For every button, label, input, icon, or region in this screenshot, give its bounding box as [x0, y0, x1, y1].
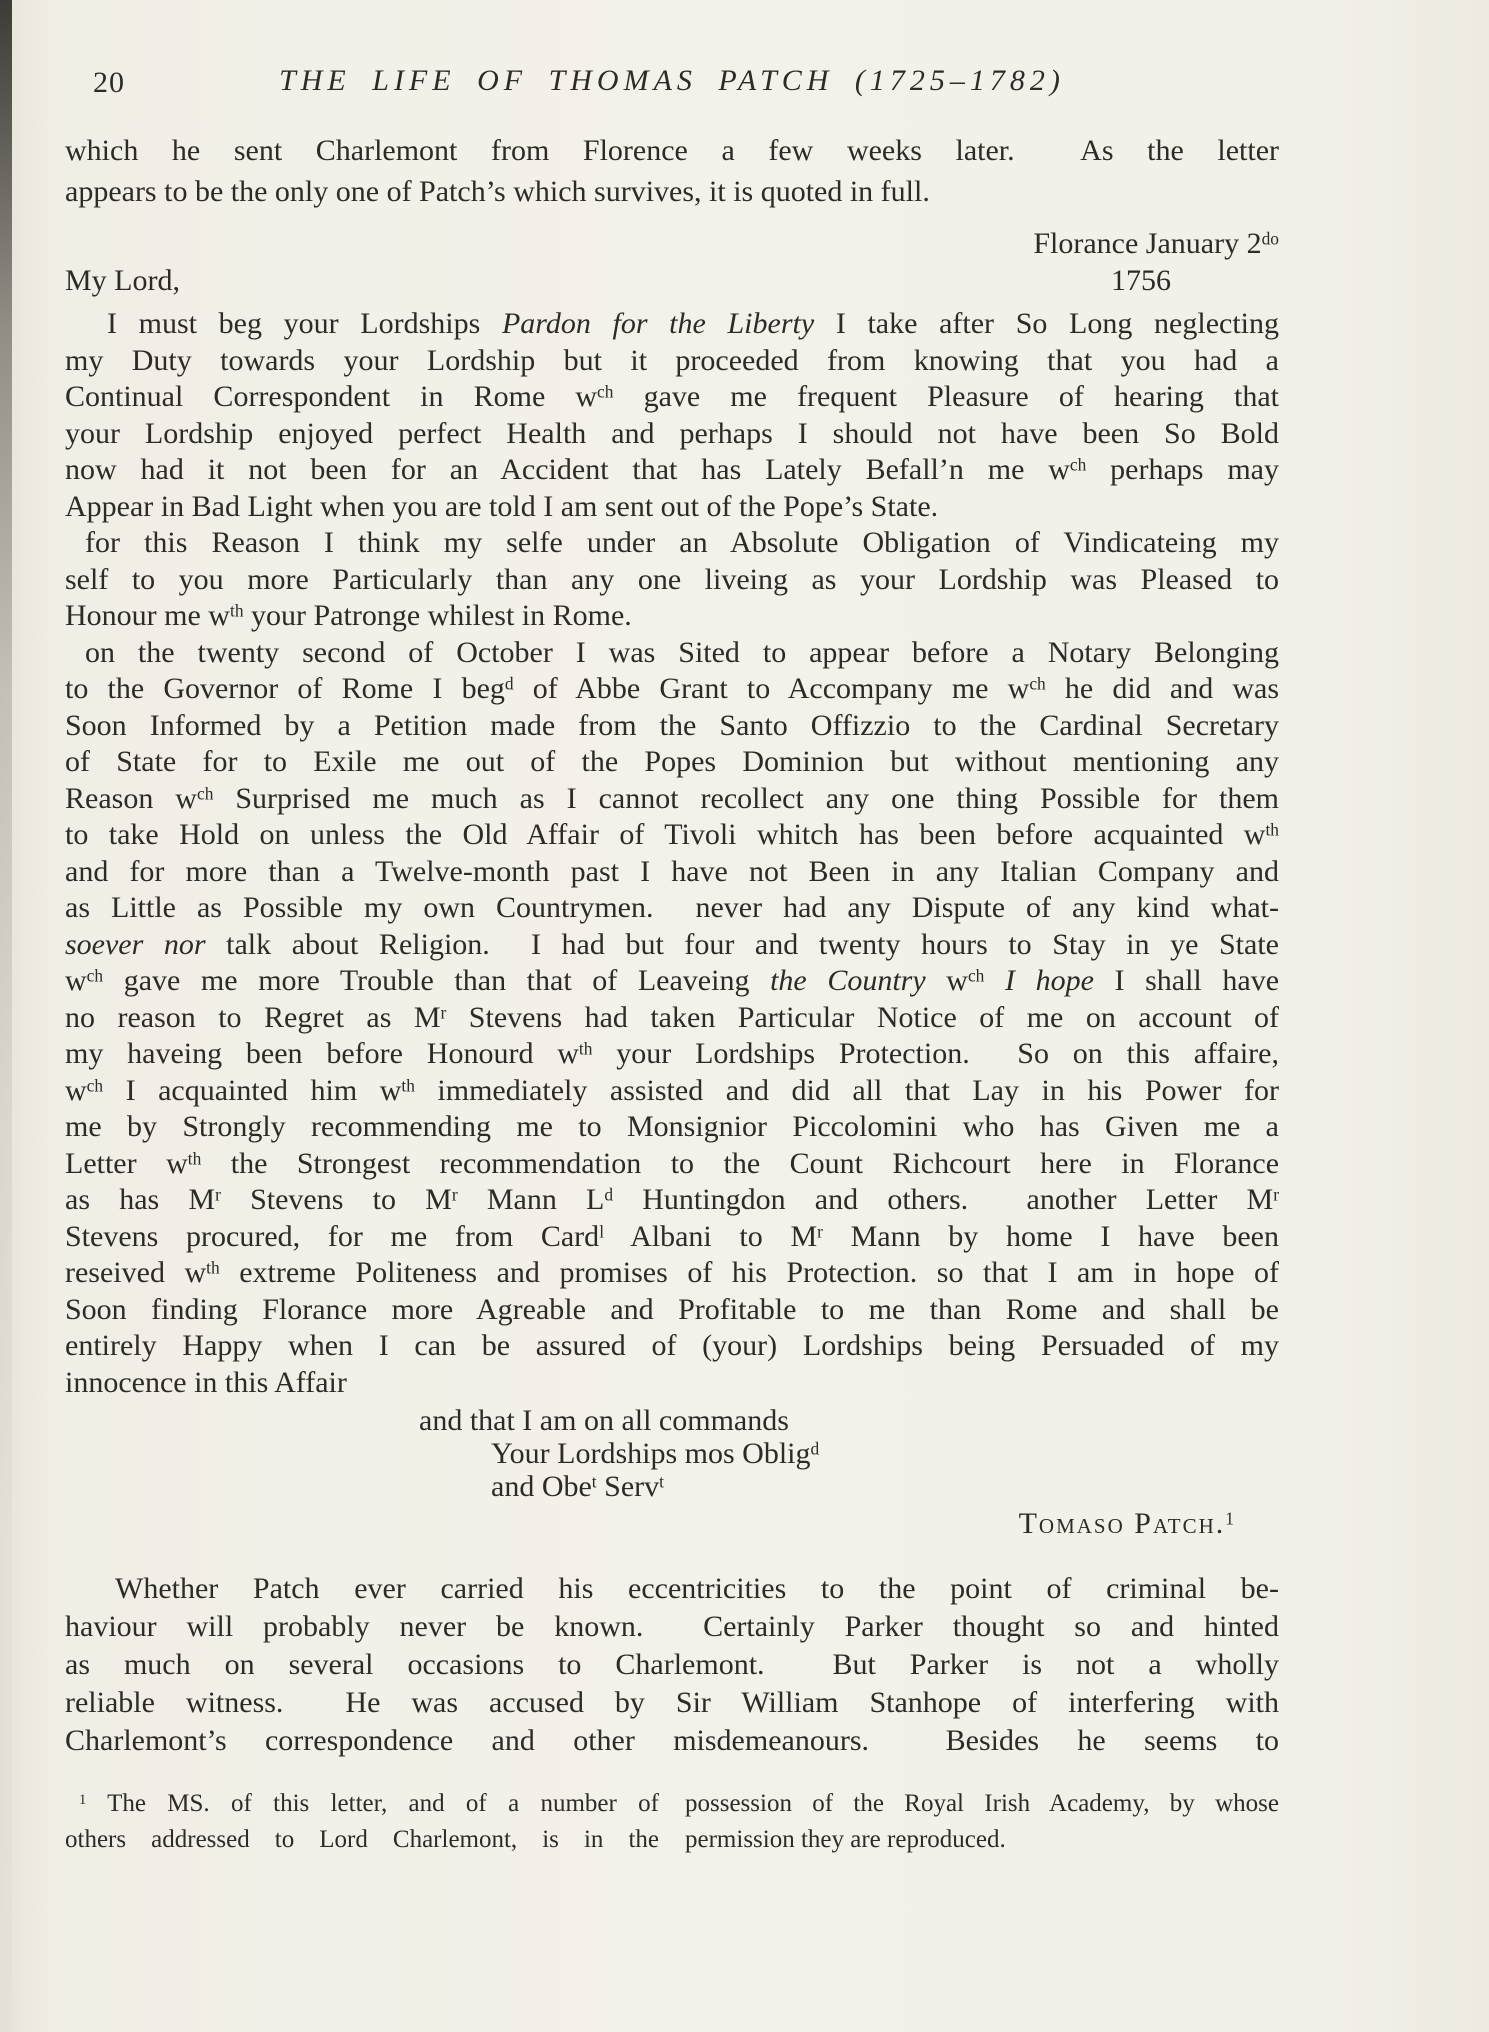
text-line: reliable witness. He was accused by Sir William Stanhope of interfering with	[65, 1686, 1279, 1719]
text-line: me by Strongly recommending me to Monsignior Piccolomini who has Given me a	[65, 1110, 1279, 1143]
text-line: Appear in Bad Light when you are told I am sent out of the Pope’s State.	[65, 489, 939, 523]
paragraph	[65, 130, 1279, 212]
paragraph	[65, 525, 1279, 635]
text-line: and for more than a Twelve-month past I have not Been in any Italian Company and	[65, 854, 1279, 888]
letter-salutation-row	[65, 262, 1279, 299]
text-line: Soon finding Florance more Agreable and Profitable to me than Rome and shall be	[65, 1292, 1279, 1326]
letter-salutation: My Lord,	[65, 264, 180, 297]
text-line: Soon Informed by a Petition made from the Santo Offizzio to the Cardinal Secretary	[65, 708, 1279, 742]
text-line: Stevens procured, for me from Card$^l$ Albani to $M^r$ Mann by home I have been	[65, 1219, 1279, 1253]
paragraph	[65, 1570, 1279, 1760]
text-line: innocence in this Affair	[65, 1365, 347, 1399]
text-line: to the Governor of Rome I beg$^d$ of Abbe Grant to Accompany me $w^{ch}$ he did and was	[65, 672, 1280, 705]
text-line: Your Lordships mos Oblig$^d$	[491, 1437, 820, 1470]
text-line: and Obe$^t$ Serv$^t$	[491, 1470, 664, 1503]
footnote	[65, 1786, 1279, 1858]
text-line: and that I am on all commands	[419, 1404, 789, 1437]
text-line: $w^{ch}$ gave me more Trouble than that of Leaveing the Country $w^{ch}$ I hope I shall have	[65, 964, 1280, 997]
text-line: $^1$ The MS. of this letter, and of a number of	[79, 1790, 659, 1817]
text-line: self to you more Particularly than any one liveing as your Lordship was Pleased to	[65, 562, 1279, 596]
footnote-right-column	[685, 1786, 1279, 1858]
scan-edge-artifact	[0, 0, 12, 2032]
text-line: soever nor talk about Religion. I had but four and twenty hours to Stay in ye State	[65, 927, 1279, 961]
text-line: appears to be the only one of Patch’s which survives, it is quoted in full.	[65, 175, 930, 208]
text-line: I must beg your Lordships Pardon for the Liberty I take after So Long neglecting	[107, 307, 1279, 340]
intro-paragraph	[65, 130, 1279, 212]
footnote-left-column	[65, 1786, 659, 1858]
letter-closing	[65, 1404, 1279, 1503]
text-line: permission they are reproduced.	[685, 1826, 1006, 1853]
text-line: others addressed to Lord Charlemont, is in the	[65, 1826, 659, 1853]
paragraph	[65, 1404, 1279, 1437]
text-line: as much on several occasions to Charlemont. But Parker is not a wholly	[65, 1648, 1279, 1681]
text-line: for this Reason I think my selfe under an Absolute Obligation of Vindicateing my	[85, 526, 1279, 559]
text-line: of State for to Exile me out of the Popes Dominion but without mentioning any	[65, 745, 1279, 778]
text-line: Letter $w^{th}$ the Strongest recommendation to the Count Richcourt here in Florance	[65, 1146, 1280, 1180]
letter-signature: Tomaso Patch.$^1$	[1018, 1507, 1236, 1540]
text-line: $w^{ch}$ I acquainted him $w^{th}$ immediately assisted and did all that Lay in his Power for	[65, 1073, 1279, 1107]
text-line: no reason to Regret as $M^r$ Stevens had taken Particular Notice of me on account of	[65, 1000, 1279, 1034]
after-letter-paragraph	[65, 1570, 1279, 1760]
text-column	[65, 0, 1279, 1858]
paragraph	[685, 1786, 1279, 1858]
text-line: Continual Correspondent in Rome $w^{ch}$ gave me frequent Pleasure of hearing that	[65, 380, 1279, 413]
letter-year: 1756	[1111, 264, 1171, 297]
text-line: your Lordship enjoyed perfect Health and perhaps I should not have been So Bold	[65, 416, 1279, 450]
text-line: Reason $w^{ch}$ Surprised me much as I cannot recollect any one thing Possible for them	[65, 781, 1279, 815]
text-line: which he sent Charlemont from Florence a few weeks later. As the letter	[65, 134, 1279, 167]
text-line: entirely Happy when I can be assured of (your) Lordships being Persuaded of my	[65, 1329, 1279, 1362]
running-title: THE LIFE OF THOMAS PATCH (1725–1782)	[279, 64, 1065, 97]
paragraph	[65, 635, 1279, 1402]
paragraph	[65, 306, 1279, 525]
text-line: now had it not been for an Accident that has Lately Befall’n me $w^{ch}$ perhaps may	[65, 453, 1279, 486]
paragraph	[65, 1470, 1279, 1503]
text-line: as Little as Possible my own Countrymen. never had any Dispute of any kind what-	[65, 891, 1279, 924]
text-line: haviour will probably never be known. Certainly Parker thought so and hinted	[65, 1610, 1279, 1643]
text-line: possession of the Royal Irish Academy, by whose	[685, 1790, 1279, 1817]
running-header	[65, 64, 1279, 106]
text-line: my haveing been before Honourd $w^{th}$ your Lordships Protection. So on this affaire,	[65, 1037, 1279, 1070]
letter-body	[65, 306, 1279, 1401]
text-line: Whether Patch ever carried his eccentricities to the point of criminal be-	[115, 1572, 1279, 1605]
letter-dateline: Florance January $2^{do}$	[1033, 227, 1279, 260]
text-line: reseived $w^{th}$ extreme Politeness and promises of his Protection. so that I am in hope of	[65, 1256, 1279, 1289]
text-line: Honour me $w^{th}$ your Patronge whilest in Rome.	[65, 599, 632, 632]
paragraph	[65, 1437, 1279, 1470]
text-line: to take Hold on unless the Old Affair of Tivoli whitch has been before acquainted $w^{th}$	[65, 818, 1279, 851]
paragraph	[65, 1786, 659, 1858]
text-line: Charlemont’s correspondence and other misdemeanours. Besides he seems to	[65, 1724, 1279, 1757]
page-number: 20	[93, 66, 125, 99]
text-line: on the twenty second of October I was Sited to appear before a Notary Belonging	[85, 635, 1279, 669]
text-line: as has $M^r$ Stevens to $M^r$ Mann $L^d$ Huntingdon and others. another Letter $M^r$	[65, 1183, 1280, 1216]
text-line: my Duty towards your Lordship but it proceeded from knowing that you had a	[65, 343, 1279, 377]
